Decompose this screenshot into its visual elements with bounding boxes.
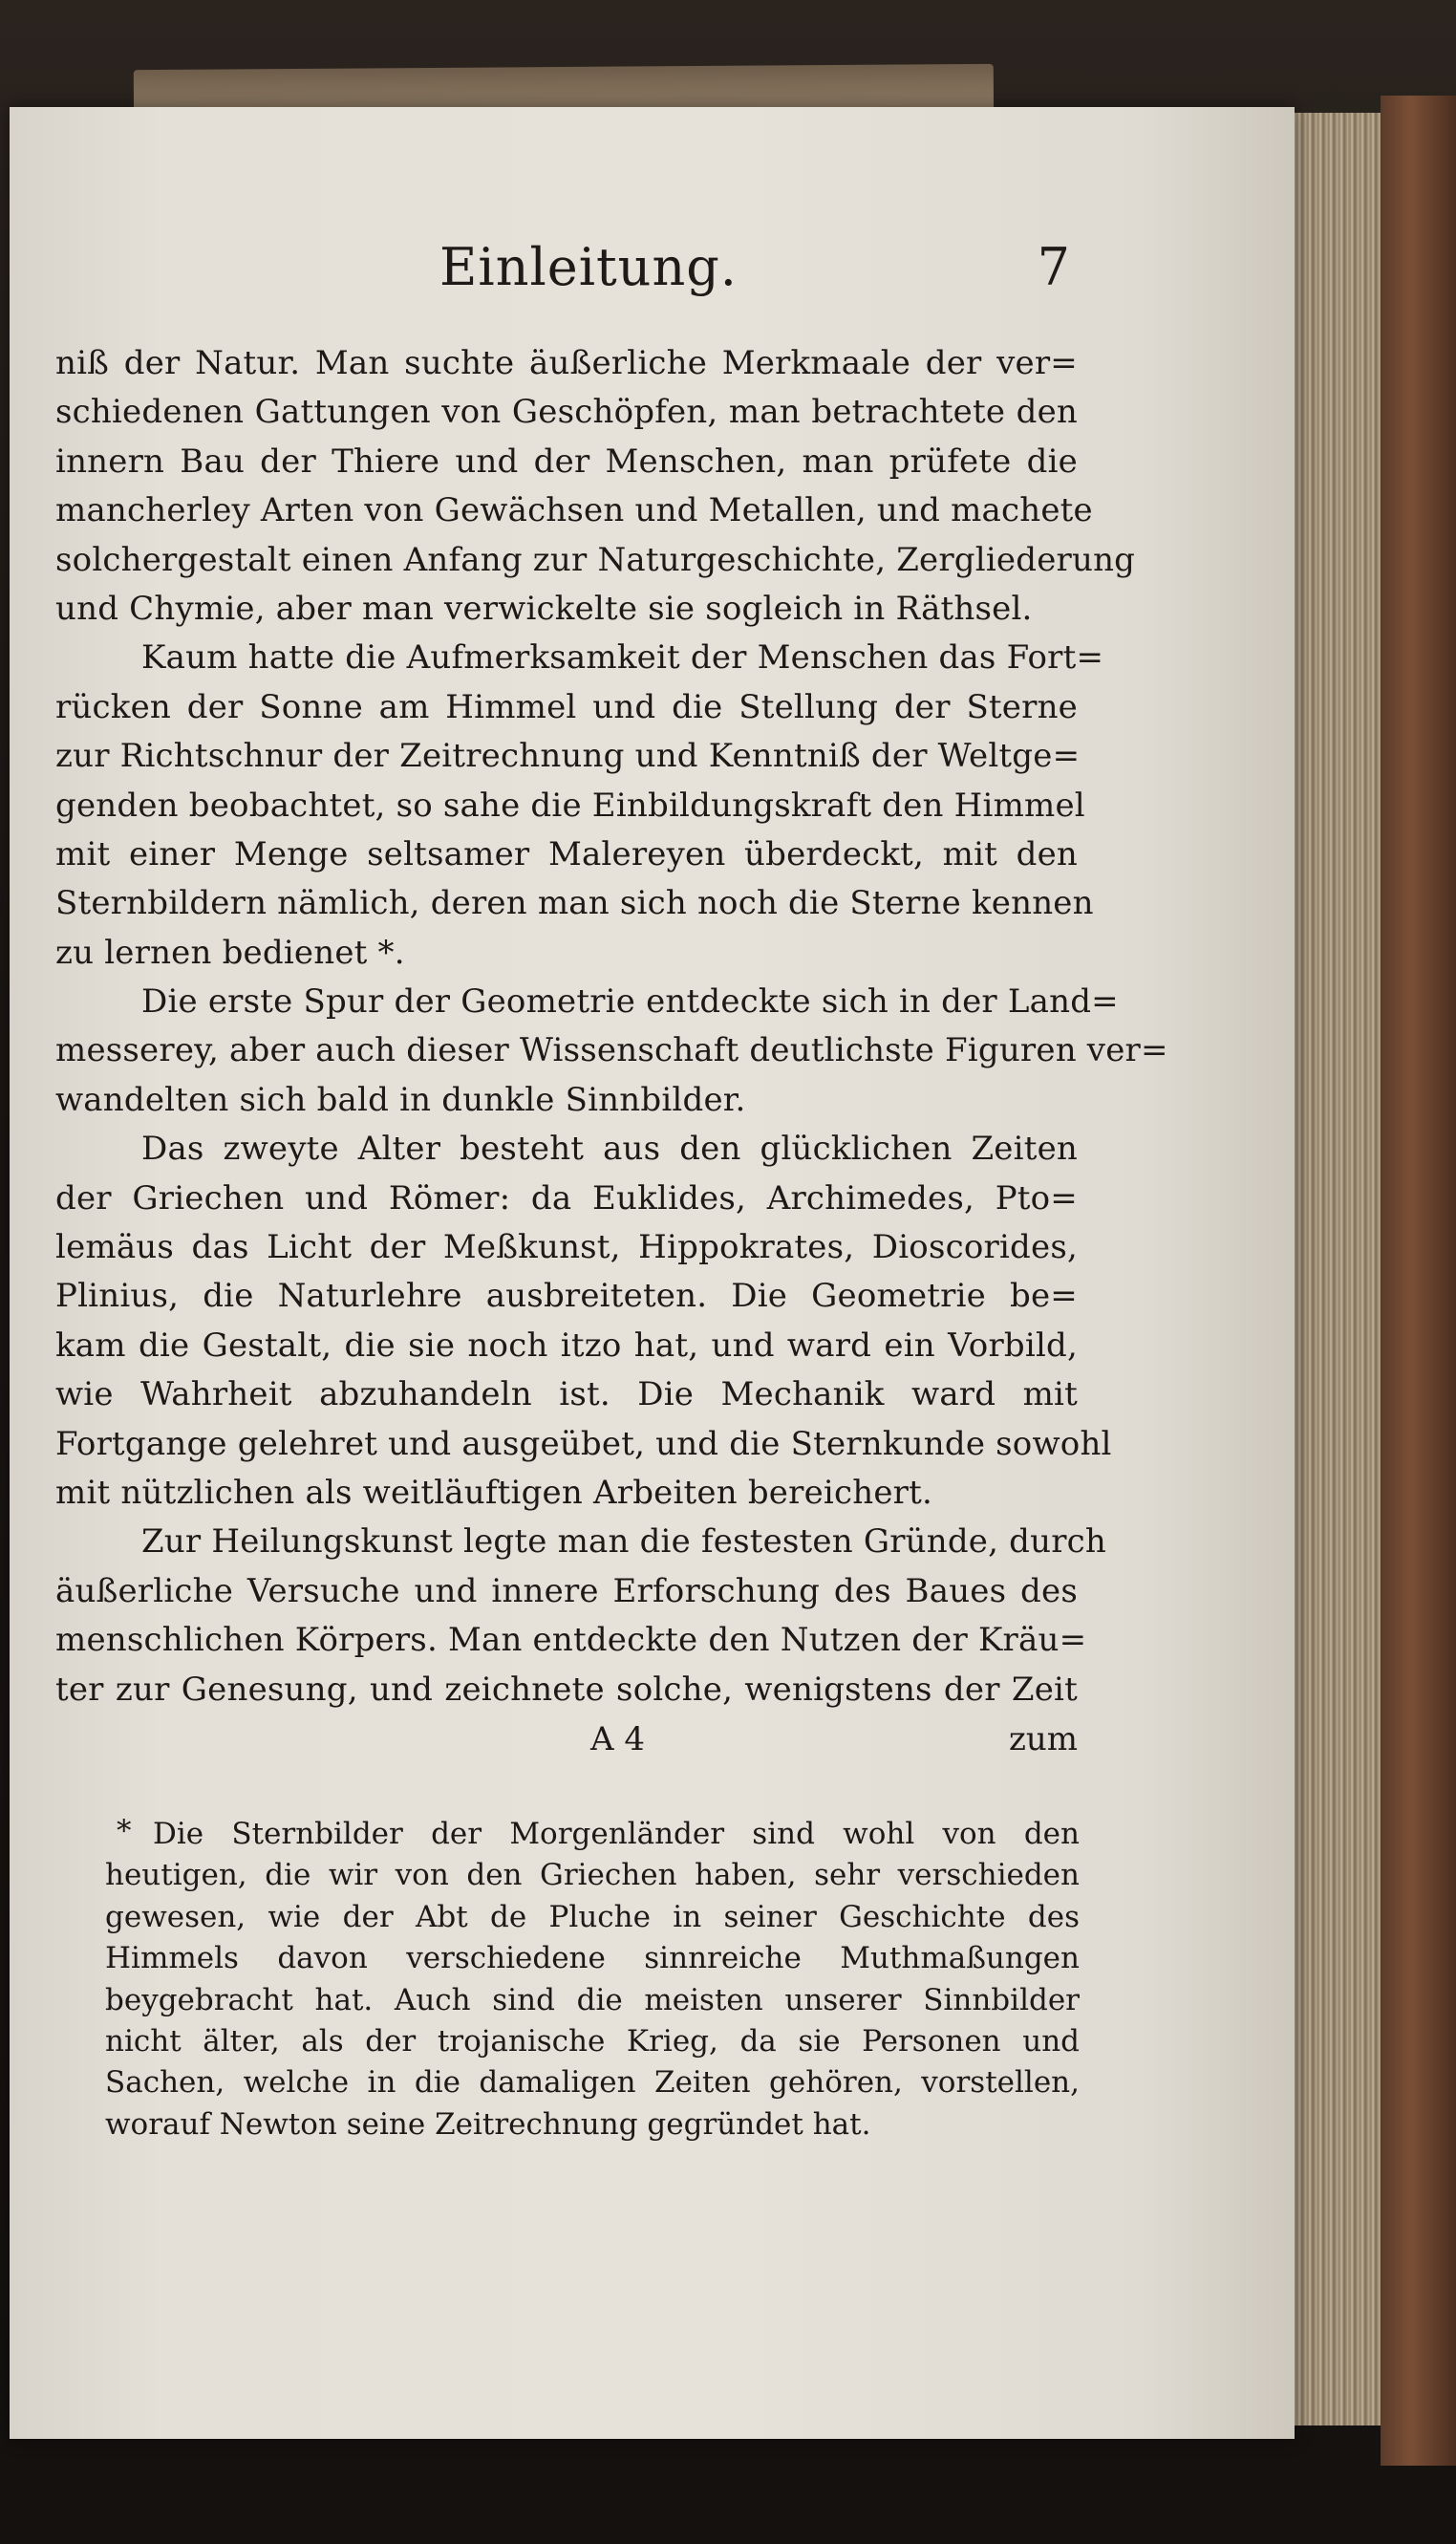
catchword: zum: [1008, 1720, 1078, 1758]
book-spine: [1381, 96, 1456, 2466]
text-line: genden beobachtet, so sahe die Einbildungskraft den Himmel: [55, 786, 1085, 825]
text-line: Die erste Spur der Geometrie entdeckte sich in der Land=: [141, 982, 1119, 1022]
footnote-line: Die Sternbilder der Morgenländer sind wohl von den: [153, 1817, 1080, 1851]
catchline: [55, 1720, 1078, 1770]
text-line: solchergestalt einen Anfang zur Naturgeschichte, Zergliederung: [55, 540, 1136, 579]
text-line: kam die Gestalt, die sie noch itzo hat, und ward ein Vorbild,: [55, 1326, 1078, 1365]
text-line: mit nützlichen als weitläuftigen Arbeiten bereichert.: [55, 1473, 932, 1512]
text-line: wandelten sich bald in dunkle Sinnbilder.: [55, 1080, 746, 1119]
text-line: niß der Natur. Man suchte äußerliche Merkmaale der ver=: [55, 344, 1078, 382]
footnote-line: worauf Newton seine Zeitrechnung gegründet hat.: [105, 2106, 871, 2142]
footnote-line: gewesen, wie der Abt de Pluche in seiner Geschichte des: [105, 1899, 1080, 1934]
text-line: Das zweyte Alter besteht aus den glücklichen Zeiten: [141, 1130, 1078, 1169]
text-line: zur Richtschnur der Zeitrechnung und Kenntniß der Weltge=: [55, 737, 1081, 776]
signature-mark: A 4: [590, 1720, 645, 1758]
text-line: wie Wahrheit abzuhandeln ist. Die Mechanik ward mit: [55, 1375, 1078, 1414]
running-title: Einleitung.: [439, 237, 738, 297]
text-line: zu lernen bedienet *.: [55, 933, 405, 972]
footnote-line: Sachen, welche in die damaligen Zeiten gehören, vorstellen,: [105, 2065, 1080, 2101]
footnote-line: beygebracht hat. Auch sind die meisten unserer Sinnbilder: [105, 1982, 1080, 2017]
text-line: Zur Heilungskunst legte man die festesten Gründe, durch: [141, 1522, 1106, 1562]
text-line: innern Bau der Thiere und der Menschen, man prüfete die: [55, 442, 1078, 481]
text-line: der Griechen und Römer: da Euklides, Archimedes, Pto=: [55, 1178, 1078, 1218]
page-header: [57, 237, 1070, 313]
footnote-line: nicht älter, als der trojanische Krieg, da sie Personen und: [105, 2023, 1080, 2059]
text-line: messerey, aber auch dieser Wissenschaft deutlichste Figuren ver=: [55, 1031, 1168, 1070]
main-text: [55, 339, 1168, 1714]
footnote: [105, 1814, 1080, 2145]
footnote-marker: *: [117, 1814, 132, 1848]
text-line: und Chymie, aber man verwickelte sie sogleich in Räthsel.: [55, 589, 1033, 628]
text-line: lemäus das Licht der Meßkunst, Hippokrates, Dioscorides,: [55, 1228, 1078, 1267]
text-line: menschlichen Körpers. Man entdeckte den Nutzen der Kräu=: [55, 1621, 1087, 1660]
text-line: äußerliche Versuche und innere Erforschung des Baues des: [55, 1571, 1078, 1610]
text-line: Sternbildern nämlich, deren man sich noch die Sterne kennen: [55, 884, 1094, 923]
footnote-line: Himmels davon verschiedene sinnreiche Muthmaßungen: [105, 1941, 1080, 1976]
text-line: rücken der Sonne am Himmel und die Stellung der Sterne: [55, 687, 1078, 726]
text-line: mancherley Arten von Gewächsen und Metallen, und machete: [55, 491, 1093, 530]
page-block-edge: [1295, 113, 1381, 2425]
text-line: Fortgange gelehret und ausgeübet, und die Sternkunde sowohl: [55, 1424, 1112, 1463]
page-number: 7: [1037, 237, 1070, 297]
text-line: Kaum hatte die Aufmerksamkeit der Menschen das Fort=: [141, 638, 1104, 678]
text-line: ter zur Genesung, und zeichnete solche, wenigstens der Zeit: [55, 1670, 1078, 1709]
text-line: Plinius, die Naturlehre ausbreiteten. Die Geometrie be=: [55, 1277, 1078, 1316]
text-line: mit einer Menge seltsamer Malereyen überdeckt, mit den: [55, 834, 1078, 873]
footnote-line: heutigen, die wir von den Griechen haben, sehr verschieden: [105, 1858, 1080, 1893]
text-line: schiedenen Gattungen von Geschöpfen, man betrachtete den: [55, 393, 1078, 432]
